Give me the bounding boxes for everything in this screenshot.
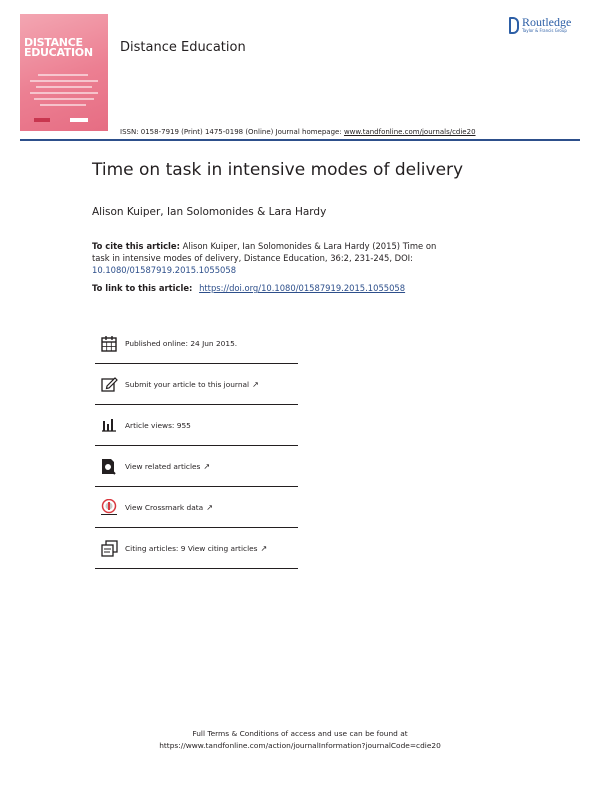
journal-homepage-link[interactable]: www.tandfonline.com/journals/cdie20 [343, 128, 476, 136]
submit-article-link[interactable]: Submit your article to this journal [125, 379, 250, 389]
edit-icon [100, 375, 118, 393]
cover-text-line [34, 98, 94, 100]
related-search-icon [100, 457, 118, 475]
article-views-text: Article views: 955 [125, 420, 191, 430]
citation-block [92, 240, 452, 276]
link-label: To link to this article: [92, 283, 193, 293]
bar-chart-icon [100, 416, 118, 434]
article-metadata-list [95, 323, 298, 569]
cover-text-line [38, 74, 88, 76]
publisher-logo[interactable] [509, 16, 571, 34]
footer-terms-link[interactable]: https://www.tandfonline.com/action/journalInformation?journalCode=cdie20 [159, 741, 441, 750]
article-title: Time on task in intensive modes of delivery [92, 160, 464, 180]
external-link-icon: ↗ [203, 461, 211, 471]
citation-doi-link[interactable]: 10.1080/01587919.2015.1055058 [92, 265, 237, 275]
publisher-name: Routledge [522, 15, 572, 29]
related-articles-link[interactable]: View related articles [125, 461, 201, 471]
issn-text: ISSN: 0158-7919 (Print) 1475-0198 (Online) Journal homepage: [120, 128, 342, 136]
cover-text-line [36, 86, 92, 88]
external-link-icon: ↗ [252, 379, 259, 389]
publisher-tagline: Taylor & Francis Group [522, 28, 567, 33]
calendar-icon [100, 334, 118, 352]
submit-article-row[interactable] [95, 364, 298, 405]
external-link-icon: ↗ [206, 502, 213, 512]
related-articles-row[interactable] [95, 446, 298, 487]
citing-documents-icon [100, 539, 118, 557]
cover-text-line [40, 104, 86, 106]
cover-text-line [30, 92, 98, 94]
cover-title-line2: EDUCATION [24, 46, 93, 59]
article-link-line [92, 283, 405, 293]
citation-text: Alison Kuiper, Ian Solomonides & Lara Hardy (2015) Time on task in intensive modes of delivery, Distance Education, 36:2, 231-245, DOI: [92, 241, 437, 263]
cover-text-line [30, 80, 98, 82]
crossmark-link[interactable]: View Crossmark data [125, 502, 204, 512]
cover-logo-mark [70, 118, 88, 122]
crossmark-row[interactable] [95, 487, 298, 528]
article-doi-url[interactable]: https://doi.org/10.1080/01587919.2015.1055058 [199, 283, 406, 293]
article-views-row [95, 405, 298, 446]
journal-title[interactable]: Distance Education [120, 40, 246, 55]
citation-label: To cite this article: [92, 241, 180, 251]
published-online-row [95, 323, 298, 364]
journal-cover [20, 14, 108, 131]
footer-terms-text: Full Terms & Conditions of access and use can be found at [192, 729, 408, 738]
published-online-text: Published online: 24 Jun 2015. [125, 338, 238, 348]
cover-background [20, 14, 108, 131]
citing-articles-row[interactable] [95, 528, 298, 569]
article-authors: Alison Kuiper, Ian Solomonides & Lara Hardy [92, 206, 327, 218]
header-divider [20, 139, 580, 141]
citing-articles-link[interactable]: Citing articles: 9 View citing articles [125, 543, 258, 553]
cover-logo-mark [34, 118, 50, 122]
issn-line [120, 128, 476, 136]
page-footer [0, 728, 600, 752]
routledge-r-icon [509, 17, 519, 34]
external-link-icon: ↗ [260, 543, 268, 553]
crossmark-icon [100, 498, 118, 516]
cover-title-line1: DISTANCE [24, 36, 83, 49]
